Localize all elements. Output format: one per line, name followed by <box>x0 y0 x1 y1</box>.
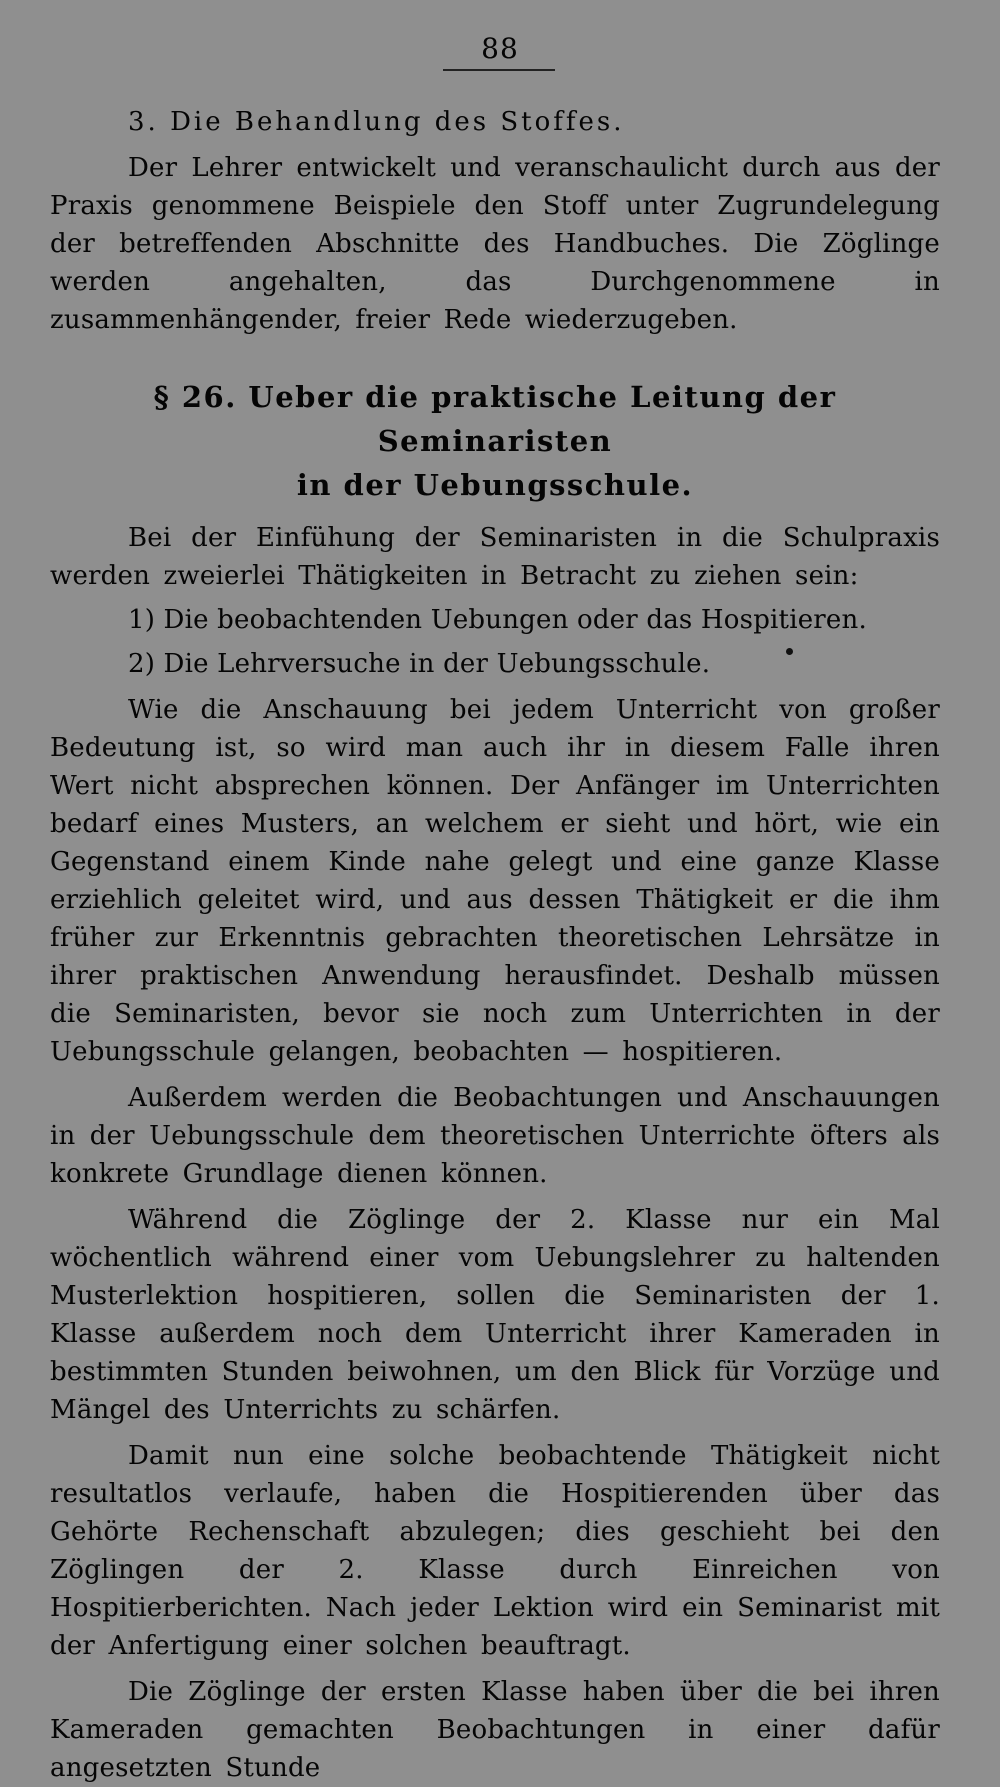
page-number: 88 <box>481 32 519 65</box>
list-item-1: 1) Die beobachtenden Uebungen oder das Hospitieren. <box>128 605 867 635</box>
ink-dot <box>786 648 793 655</box>
section-heading-line-2: in der Uebungsschule. <box>296 468 694 502</box>
paragraph-7: Die Zöglinge der ersten Klasse haben über die bei ihren Kameraden gemachten Beobachtungen in einer dafür angesetzten Stunde <box>50 1677 940 1783</box>
paragraph-1: Der Lehrer entwickelt und veranschaulicht durch aus der Praxis genommene Beispiele den Stoff unter Zugrundelegung der betreffenden Abschnitte des Handbuches. Die Zöglinge werden angehalten, das Durchgenommene in zusammenhängender, freier Rede wiederzugeben. <box>50 153 940 335</box>
page-header <box>0 32 1000 66</box>
section-heading <box>50 375 940 507</box>
paragraph-6: Damit nun eine solche beobachtende Thätigkeit nicht resultatlos verlaufe, haben die Hospitierenden über das Gehörte Rechenschaft abzulegen; dies geschieht bei den Zöglingen der 2. Klasse durch Einreichen von Hospitierberichten. Nach jeder Lektion wird ein Seminarist mit der Anfertigung einer solchen beauftragt. <box>50 1441 940 1661</box>
list-item-2: 2) Die Lehrversuche in der Uebungsschule. <box>128 649 711 679</box>
section-heading-line-1: § 26. Ueber die praktische Leitung der Seminaristen <box>153 380 837 458</box>
paragraph-2: Bei der Einfühung der Seminaristen in die Schulpraxis werden zweierlei Thätigkeiten in Betracht zu ziehen sein: <box>50 523 940 591</box>
subsection-heading: 3. Die Behandlung des Stoffes. <box>128 107 625 137</box>
paragraph-4: Außerdem werden die Beobachtungen und Anschauungen in der Uebungsschule dem theoretischen Unterrichte öfters als konkrete Grundlage dienen können. <box>50 1083 940 1189</box>
header-rule <box>443 69 555 71</box>
paragraph-5: Während die Zöglinge der 2. Klasse nur ein Mal wöchentlich während einer vom Uebungslehrer zu haltenden Musterlektion hospitieren, sollen die Seminaristen der 1. Klasse außerdem noch dem Unterricht ihrer Kameraden in bestimmten Stunden beiwohnen, um den Blick für Vorzüge und Mängel des Unterrichts zu schärfen. <box>50 1205 940 1425</box>
paragraph-3: Wie die Anschauung bei jedem Unterricht von großer Bedeutung ist, so wird man auch ihr in diesem Falle ihren Wert nicht absprechen können. Der Anfänger im Unterrichten bedarf eines Musters, an welchem er sieht und hört, wie ein Gegenstand einem Kinde nahe gelegt und eine ganze Klasse erziehlich geleitet wird, und aus dessen Thätigkeit er die ihm früher zur Erkenntnis gebrachten theoretischen Lehrsätze in ihrer praktischen Anwendung herausfindet. Deshalb müssen die Seminaristen, bevor sie noch zum Unterrichten in der Uebungsschule gelangen, beobachten — hospitieren. <box>50 695 940 1067</box>
page-body <box>50 103 940 1787</box>
